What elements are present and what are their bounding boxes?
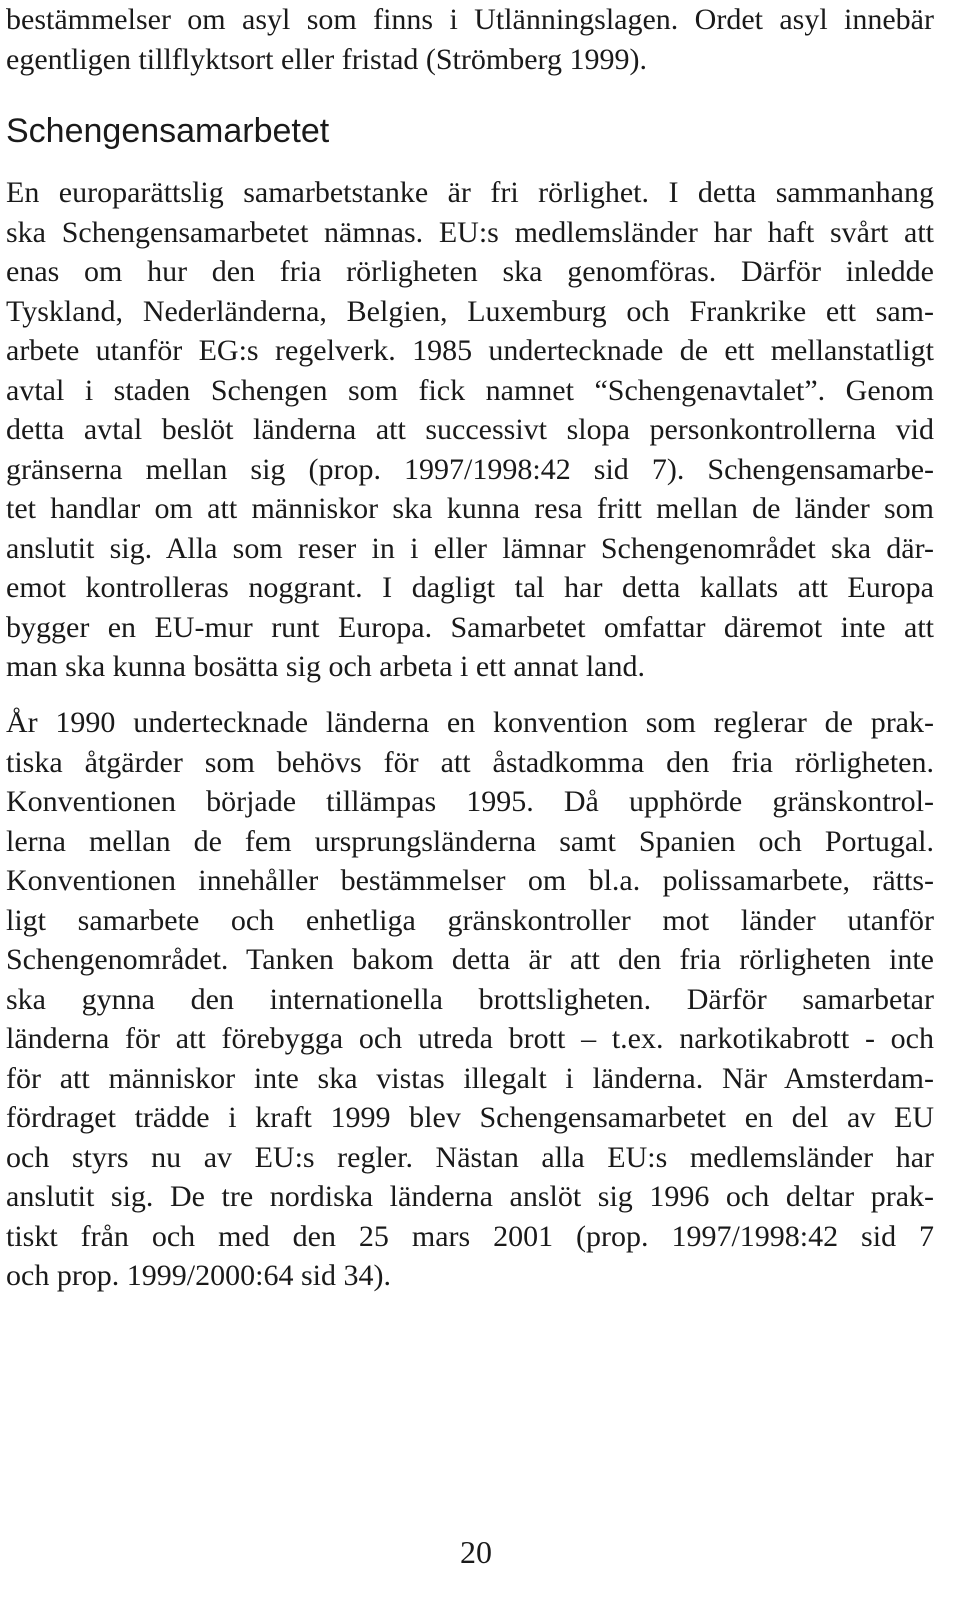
text-line: bestämmelser om asyl som finns i Utlänningslagen. Ordet asyl innebär	[6, 3, 934, 36]
text-line: Tyskland, Nederländerna, Belgien, Luxemburg och Frankrike ett sam-	[6, 294, 934, 328]
text-line: egentligen tillflyktsort eller fristad (Strömberg 1999).	[6, 42, 647, 76]
text-line: lerna mellan de fem ursprungsländerna samt Spanien och Portugal.	[6, 824, 934, 858]
text-line: bygger en EU-mur runt Europa. Samarbetet omfattar däremot inte att	[6, 610, 934, 644]
text-line: tiska åtgärder som behövs för att åstadkomma den fria rörligheten.	[6, 745, 934, 779]
section-heading: Schengensamarbetet	[6, 112, 330, 150]
text-line: emot kontrolleras noggrant. I dagligt tal har detta kallats att Europa	[6, 571, 934, 604]
document-page	[6, 0, 934, 1604]
text-line: anslutit sig. Alla som reser in i eller lämnar Schengenområdet ska där-	[6, 531, 934, 565]
text-line: ska gynna den internationella brottsligheten. Därför samarbetar	[6, 982, 934, 1016]
paragraph-schengen-intro	[6, 173, 934, 687]
text-line: gränserna mellan sig (prop. 1997/1998:42 sid 7). Schengensamarbe-	[6, 452, 934, 486]
text-line: fördraget trädde i kraft 1999 blev Schengensamarbetet en del av EU	[6, 1101, 934, 1134]
text-line: Konventionen började tillämpas 1995. Då upphörde gränskontrol-	[6, 785, 934, 818]
text-line: detta avtal beslöt länderna att successivt slopa personkontrollerna vid	[6, 413, 934, 446]
text-line: ska Schengensamarbetet nämnas. EU:s medlemsländer har haft svårt att	[6, 215, 934, 249]
intro-paragraph	[6, 0, 934, 79]
text-line: för att människor inte ska vistas illegalt i länderna. När Amsterdam-	[6, 1061, 934, 1095]
text-line: enas om hur den fria rörligheten ska genomföras. Därför inledde	[6, 255, 934, 288]
text-line: arbete utanför EG:s regelverk. 1985 undertecknade de ett mellanstatligt	[6, 334, 934, 367]
text-line: man ska kunna bosätta sig och arbeta i ett annat land.	[6, 650, 645, 683]
text-line: ligt samarbete och enhetliga gränskontroller mot länder utanför	[6, 903, 934, 937]
text-line: och styrs nu av EU:s regler. Nästan alla EU:s medlemsländer har	[6, 1140, 934, 1174]
text-line: Konventionen innehåller bestämmelser om bl.a. polissamarbete, rätts-	[6, 864, 934, 897]
text-line: och prop. 1999/2000:64 sid 34).	[6, 1259, 391, 1292]
text-line: avtal i staden Schengen som fick namnet “Schengenavtalet”. Genom	[6, 373, 934, 407]
text-line: tiskt från och med den 25 mars 2001 (prop. 1997/1998:42 sid 7	[6, 1219, 934, 1253]
text-line: anslutit sig. De tre nordiska länderna anslöt sig 1996 och deltar prak-	[6, 1180, 934, 1213]
paragraph-convention	[6, 703, 934, 1296]
text-line: År 1990 undertecknade länderna en konvention som reglerar de prak-	[6, 706, 934, 739]
text-line: Schengenområdet. Tanken bakom detta är att den fria rörligheten inte	[6, 943, 934, 976]
text-line: länderna för att förebygga och utreda brott – t.ex. narkotikabrott - och	[6, 1022, 934, 1055]
text-line: tet handlar om att människor ska kunna resa fritt mellan de länder som	[6, 492, 934, 525]
page-number: 20	[460, 1534, 492, 1570]
text-line: En europarättslig samarbetstanke är fri rörlighet. I detta sammanhang	[6, 176, 934, 209]
